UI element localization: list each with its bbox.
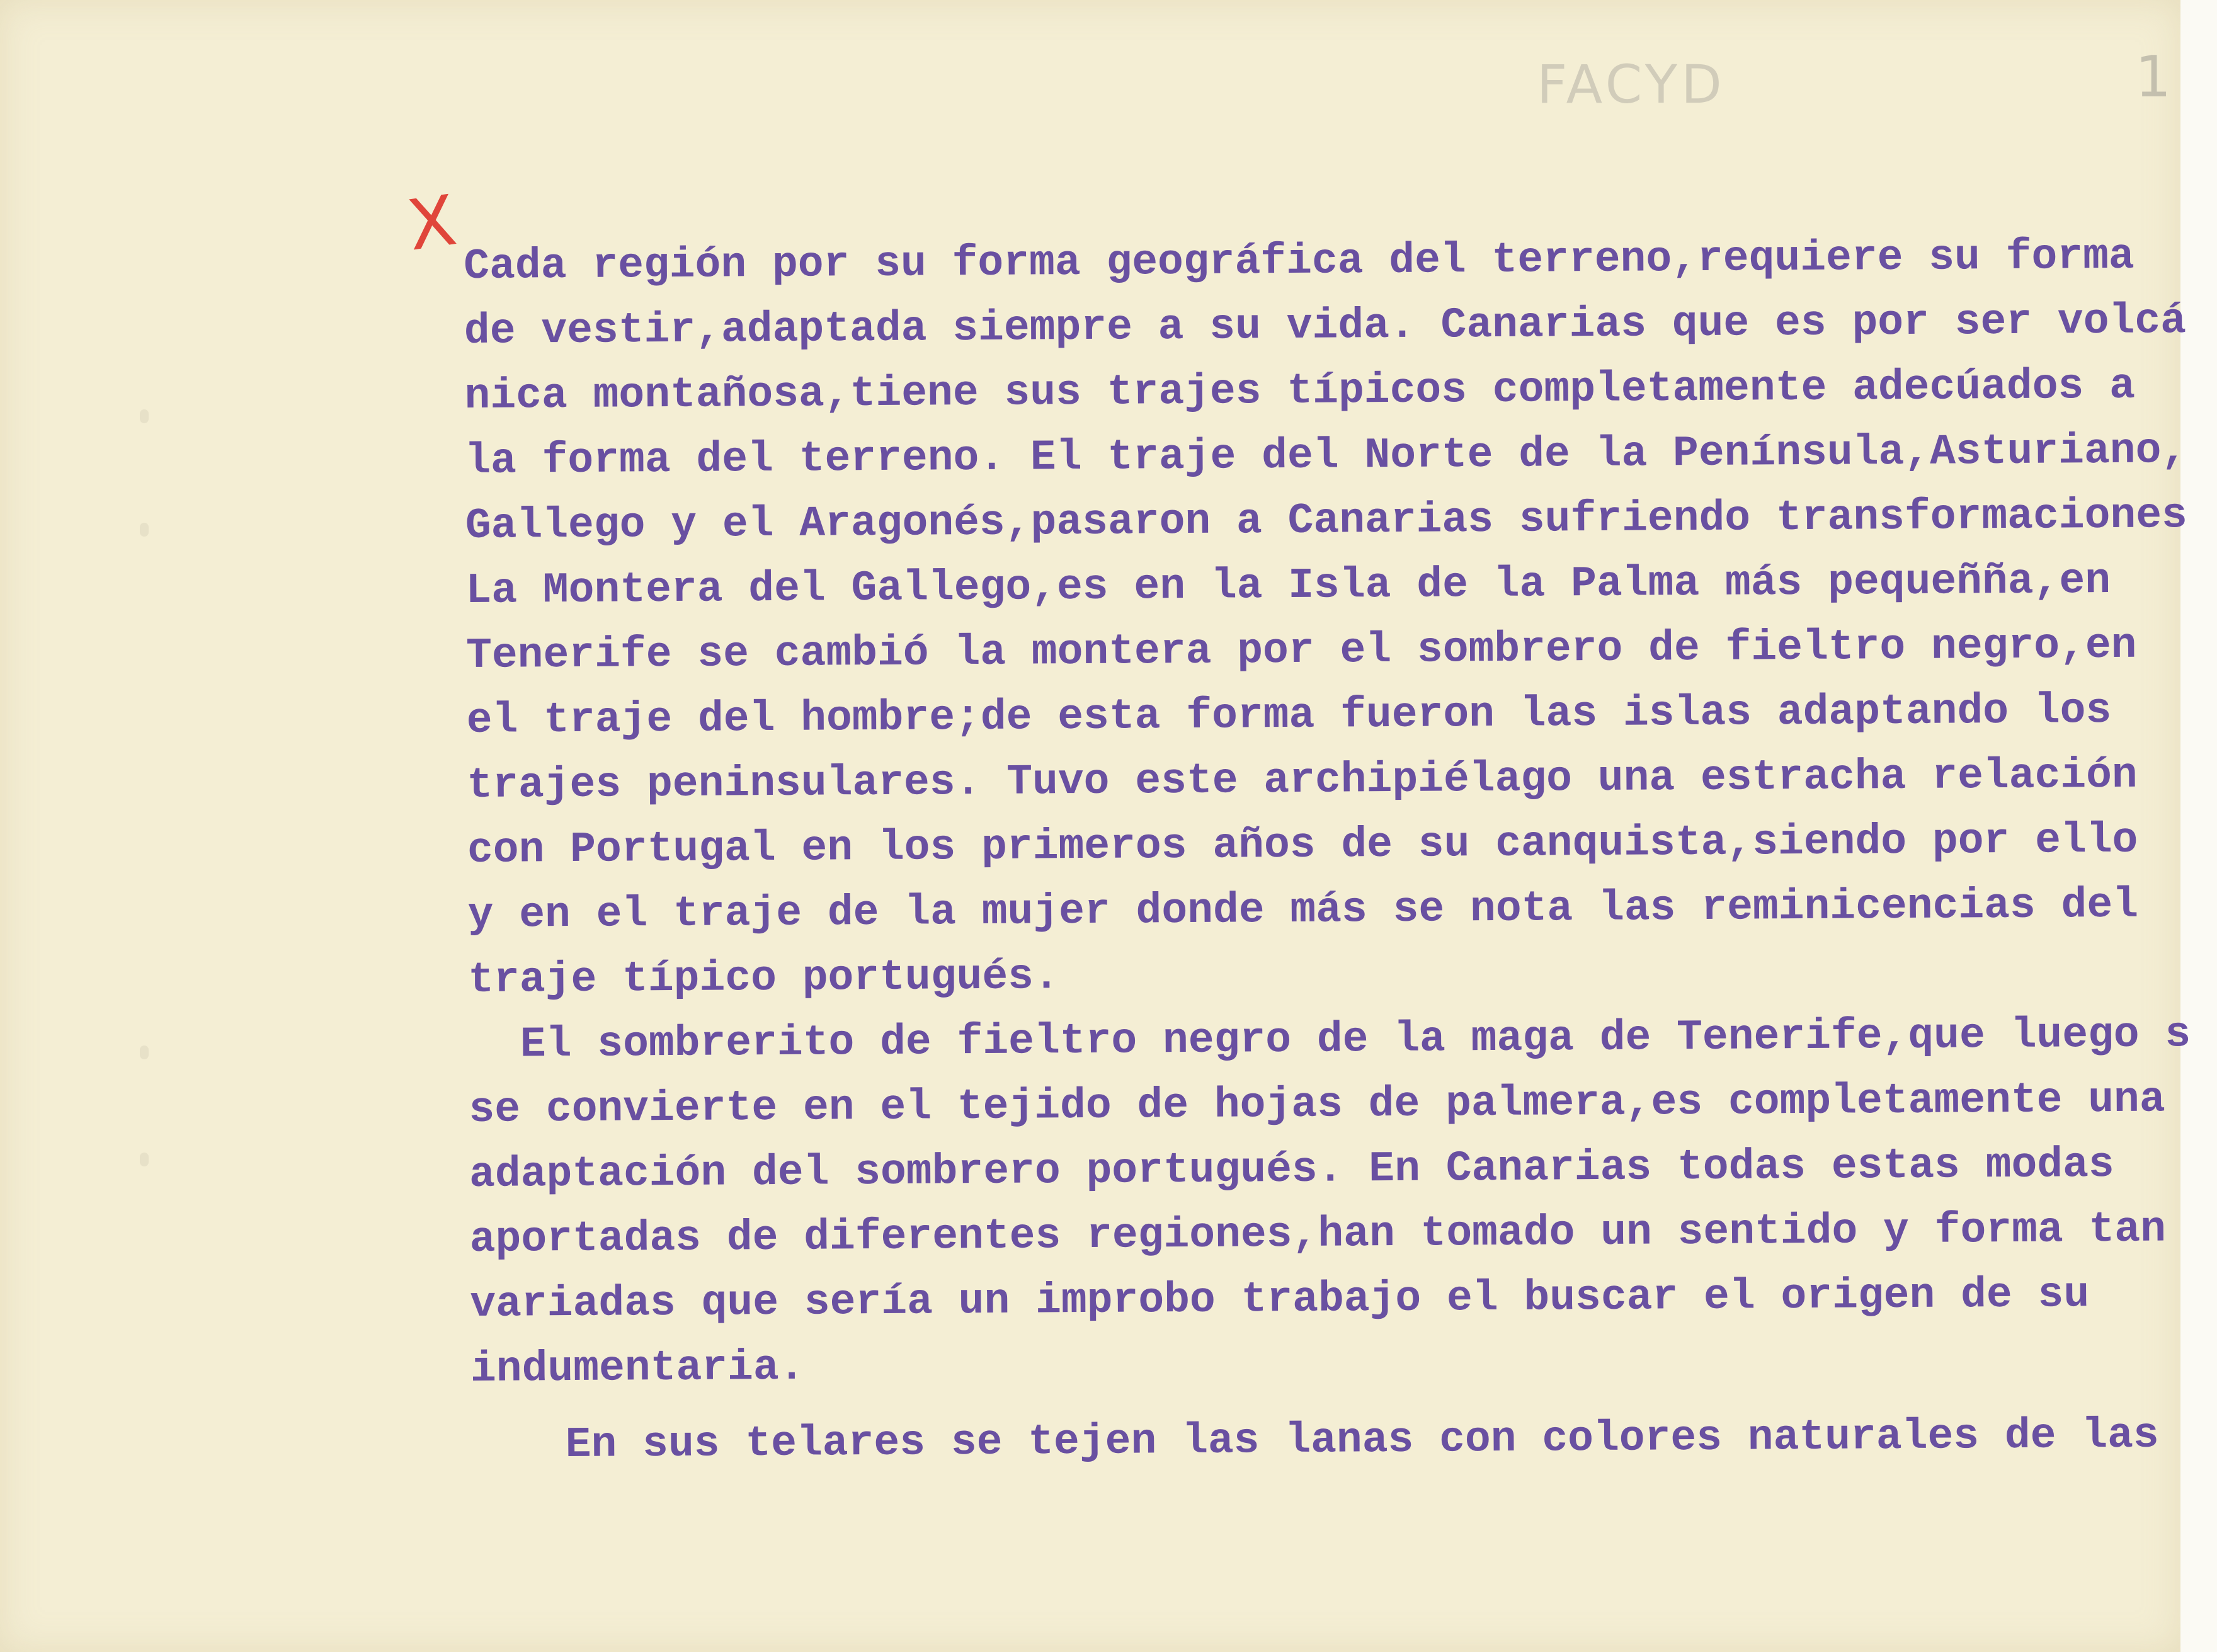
text-line: La Montera del Gallego,es en la Isla de la Palma más pequeñña,en: [465, 557, 2111, 615]
archive-pencil-mark: FACYD: [1537, 54, 1726, 115]
text-line: el traje del hombre;de esta forma fueron las islas adaptando los: [466, 686, 2112, 745]
text-line: adaptación del sombrero portugués. En Canarias todas estas modas: [469, 1141, 2114, 1199]
text-line: y en el traje de la mujer donde más se nota las reminicencias del: [467, 880, 2139, 940]
text-line: traje típico portugués.: [468, 952, 1060, 1005]
punch-mark: [140, 1045, 149, 1059]
text-line: El sombrerito de fieltro negro de la maga de Tenerife,que luego s: [520, 1010, 2191, 1069]
text-line: la forma del terreno. El traje del Norte de la Península,Asturiano,: [464, 426, 2187, 486]
punch-mark: [140, 523, 149, 537]
punch-mark: [140, 409, 149, 423]
text-line: nica montañosa,tiene sus trajes típicos completamente adecúados a: [464, 362, 2136, 421]
text-line: aportadas de diferentes regiones,han tomado un sentido y forma tan: [469, 1205, 2167, 1264]
typewritten-body: [464, 224, 2209, 1478]
text-line: Gallego y el Aragonés,pasaron a Canarias sufriendo transformaciones: [465, 491, 2188, 550]
text-line: Tenerife se cambió la montera por el sombrero de fieltro negro,en: [465, 621, 2137, 680]
text-line: se convierte en el tejido de hojas de palmera,es completamente una: [469, 1075, 2165, 1134]
text-line: con Portugal en los primeros años de su canquista,siendo por ello: [467, 816, 2138, 875]
punch-mark: [140, 1153, 149, 1166]
text-line: indumentaria.: [470, 1343, 805, 1394]
red-margin-mark: X: [402, 179, 461, 266]
text-line: En sus telares se tejen las lanas con colores naturales de las: [565, 1411, 2159, 1470]
text-line: Cada región por su forma geográfica del terreno,requiere su forma: [464, 232, 2134, 291]
text-line: trajes peninsulares. Tuvo este archipiélago una estracha relación: [467, 751, 2138, 810]
text-line: de vestir,adaptada siempre a su vida. Canarias que es por ser volcá: [464, 297, 2187, 356]
page-number: 1: [2135, 44, 2172, 110]
text-line: variadas que sería un improbo trabajo el buscar el origen de su: [470, 1270, 2090, 1329]
